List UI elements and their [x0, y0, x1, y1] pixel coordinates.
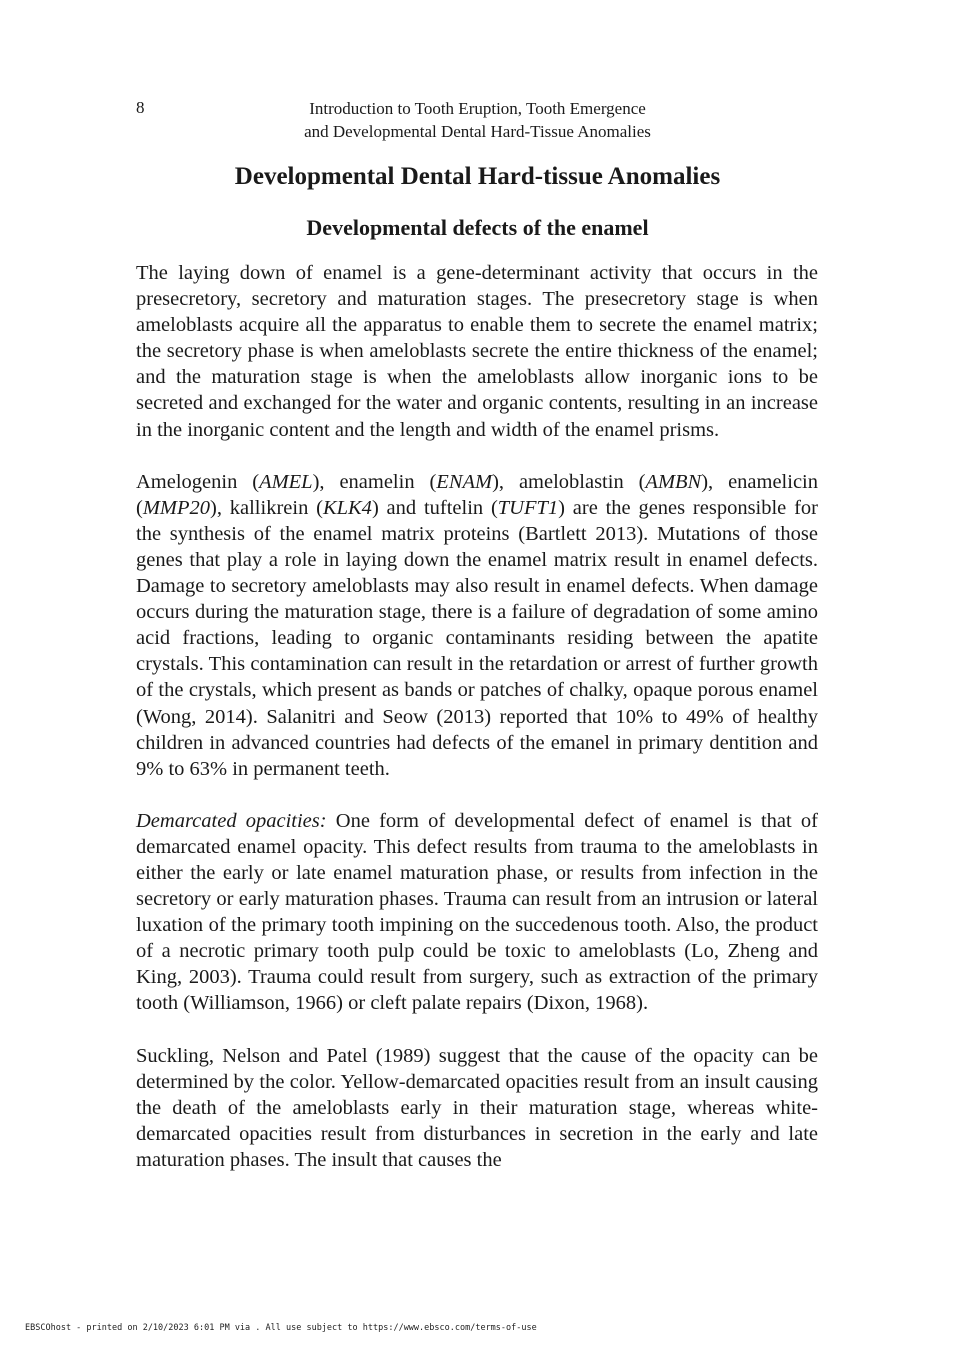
running-header [200, 97, 755, 143]
running-title-line-1: Introduction to Tooth Eruption, Tooth Emergence [309, 99, 646, 118]
paragraph-2-text: ), enamelin ( [312, 470, 437, 493]
paragraph-2-text: ) are the genes responsible for the synthesis of the enamel matrix proteins (Bartlett 2013). Mutations of those genes that play a role in laying down the enamel matrix result in enamel defects. Damage to secretory ameloblasts may also result in enamel defects. When damage occurs during the maturation stage, there is a failure of degradation of some amino acid fractions, leading to organic contaminants residing between the apatite crystals. This contamination can result in the retardation or arrest of further growth of the crystals, which present as bands or patches of chalky, opaque porous enamel (Wong, 2014). Salanitri and Seow (2013) reported that 10% to 49% of healthy children in advanced countries had defects of the emanel in primary dentition and 9% to 63% in permanent teeth. [136, 496, 818, 780]
gene-name: AMEL [259, 470, 313, 493]
gene-name: KLK4 [322, 496, 372, 519]
gene-name: MMP20 [142, 496, 211, 519]
gene-name: TUFT1 [497, 496, 559, 519]
paragraph-2-text: ), ameloblastin ( [492, 470, 646, 493]
running-title-line-2: and Developmental Dental Hard-Tissue Anomalies [304, 122, 651, 141]
gene-name: ENAM [436, 470, 493, 493]
chapter-title: Developmental Dental Hard-tissue Anomalies [234, 163, 721, 190]
gene-name: AMBN [645, 470, 702, 493]
body-text [136, 260, 818, 1199]
paragraph-4: Suckling, Nelson and Patel (1989) suggest that the cause of the opacity can be determined by the color. Yellow-demarcated opacities result from an insult causing the death of the ameloblasts early in their maturation stage, whereas white-demarcated opacities result from disturbances in secretion in the early and late maturation phases. The insult that causes the [136, 1044, 818, 1171]
paragraph-2-text: Amelogenin ( [136, 470, 260, 493]
paragraph-2-text: ), enamelicin ( [136, 470, 818, 519]
paragraph-2-text: ) and tuftelin ( [371, 496, 498, 519]
section-title: Developmental defects of the enamel [306, 215, 649, 240]
paragraph-1: The laying down of enamel is a gene-determinant activity that occurs in the presecretory, secretory and maturation stages. The presecretory stage is when ameloblasts acquire all the apparatus to enable them to secrete the enamel matrix; the secretory phase is when ameloblasts secrete the entire thickness of the enamel; and the maturation stage is when the ameloblasts allow inorganic ions to be secreted and exchanged for the water and organic contents, resulting in an increase in the inorganic content and the length and width of the enamel prisms. [136, 262, 818, 441]
paragraph-3 [136, 808, 818, 1017]
page-number: 8 [136, 98, 145, 117]
paragraph-3-lead: Demarcated opacities: [136, 809, 327, 832]
paragraph-3-text: One form of developmental defect of enamel is that of demarcated enamel opacity. This defect results from trauma to the ameloblasts in either the early or late enamel maturation phase, or results from infection in the secretory or early maturation phases. Trauma can result from an intrusion or lateral luxation of the primary tooth impining on the succedenous tooth. Also, the product of a necrotic primary tooth pulp could be toxic to ameloblasts (Lo, Zheng and King, 2003). Trauma could result from surgery, such as extraction of the primary tooth (Williamson, 1966) or cleft palate repairs (Dixon, 1968). [136, 809, 818, 1015]
paragraph-2 [136, 469, 818, 782]
footer-print-notice: EBSCOhost - printed on 2/10/2023 6:01 PM via . All use subject to https://www.ebsco.com/terms-of-use [25, 1323, 537, 1333]
paragraph-2-text: ), kallikrein ( [210, 496, 323, 519]
